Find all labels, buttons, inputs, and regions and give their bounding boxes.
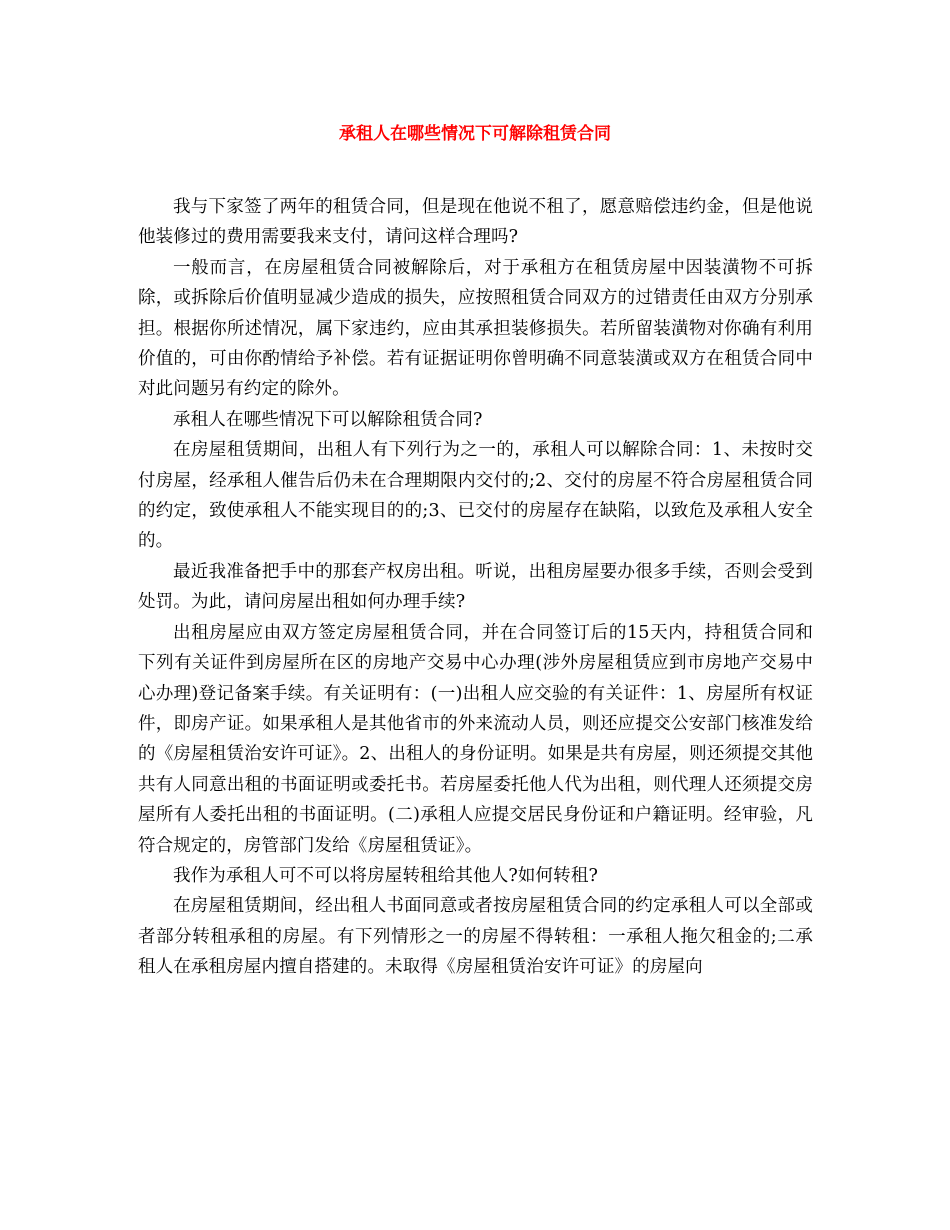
- paragraph-question-decoration-cost: 我与下家签了两年的租赁合同，但是现在他说不租了，愿意赔偿违约金，但是他说他装修过的费用需要我来支付，请问这样合理吗?: [138, 197, 813, 248]
- paragraph-answer-decoration-loss: 一般而言，在房屋租赁合同被解除后，对于承租方在租赁房屋中因装潢物不可拆除，或拆除后价值明显减少造成的损失，应按照租赁合同双方的过错责任由双方分别承担。根据你所述情况，属下家违约，应由其承担装修损失。若所留装潢物对你确有利用价值的，可由你酌情给予补偿。若有证据证明你曾明确不同意装潢或双方在租赁合同中对此问题另有约定的除外。: [138, 257, 813, 400]
- document-body: [138, 192, 813, 983]
- document-title: 承租人在哪些情况下可解除租赁合同: [339, 124, 611, 144]
- paragraph-question-termination: 承租人在哪些情况下可以解除租赁合同?: [173, 409, 483, 430]
- paragraph-question-rental-procedure: 最近我准备把手中的那套产权房出租。听说，出租房屋要办很多手续，否则会受到处罚。为此，请问房屋出租如何办理手续?: [138, 561, 813, 613]
- paragraph-answer-sublease: 在房屋租赁期间，经出租人书面同意或者按房屋租赁合同的约定承租人可以全部或者部分转租承租的房屋。有下列情形之一的房屋不得转租：一承租人拖欠租金的;二承租人在承租房屋内擅自搭建的。未取得《房屋租赁治安许可证》的房屋向: [138, 896, 813, 978]
- paragraph-question-sublease: 我作为承租人可不可以将房屋转租给其他人?如何转租?: [173, 865, 599, 886]
- paragraph-answer-rental-procedure: 出租房屋应由双方签定房屋租赁合同，并在合同签订后的15天内，持租赁合同和下列有关证件到房屋所在区的房地产交易中心办理(涉外房屋租赁应到市房地产交易中心办理)登记备案手续。有关证明有：(一)出租人应交验的有关证件：1、房屋所有权证件，即房产证。如果承租人是其他省市的外来流动人员，则还应提交公安部门核准发给的《房屋租赁治安许可证》。2、出租人的身份证明。如果是共有房屋，则还须提交其他共有人同意出租的书面证明或委托书。若房屋委托他人代为出租，则代理人还须提交房屋所有人委托出租的书面证明。(二)承租人应提交居民身份证和户籍证明。经审验，凡符合规定的，房管部门发给《房屋租赁证》。: [138, 622, 813, 856]
- paragraph-answer-termination: 在房屋租赁期间，出租人有下列行为之一的，承租人可以解除合同：1、未按时交付房屋，经承租人催告后仍未在合理期限内交付的;2、交付的房屋不符合房屋租赁合同的约定，致使承租人不能实现目的的;3、已交付的房屋存在缺陷，以致危及承租人安全的。: [138, 440, 813, 552]
